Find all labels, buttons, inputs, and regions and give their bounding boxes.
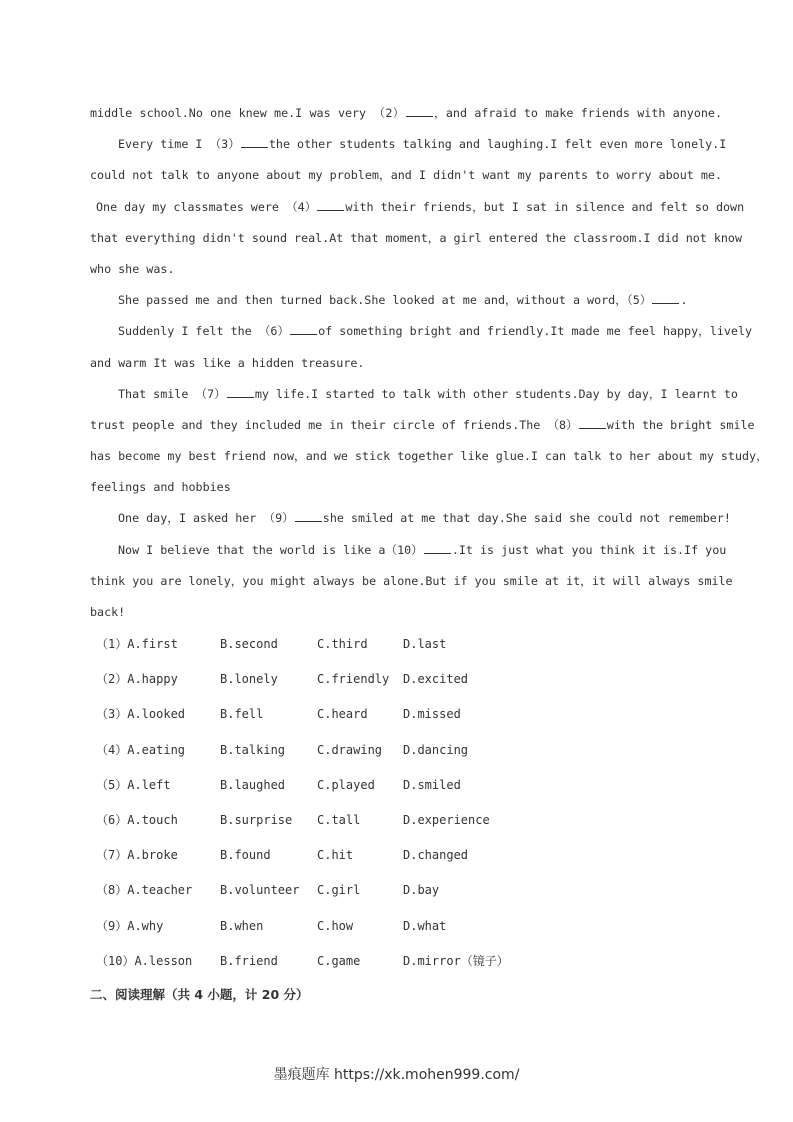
- blank-8: [579, 416, 606, 429]
- blank-2: [406, 104, 433, 117]
- section-heading: 二、阅读理解（共 4 小题，计 20 分）: [90, 987, 309, 1002]
- passage-line: think you are lonely，you might always be alone.But if you smile at it，it will always smile: [90, 573, 733, 588]
- option-row: （6）A.touch B.surprise C.tall D.experience: [96, 812, 490, 827]
- passage-line: One day my classmates were （4） with their friends，but I sat in silence and felt so down: [96, 199, 745, 214]
- option-row: （4）A.eating B.talking C.drawing D.dancing: [96, 742, 469, 757]
- blank-4: [317, 198, 344, 211]
- blank-9: [295, 509, 322, 522]
- option-row: （8）A.teacher B.volunteer C.girl D.bay: [96, 883, 440, 898]
- passage-line: and warm It was like a hidden treasure.: [90, 355, 365, 370]
- footer-watermark: 墨痕题库 https://xk.mohen999.com/: [273, 1067, 520, 1083]
- passage-line: That smile （7） my life.I started to talk with other students.Day by day，I learnt to: [118, 386, 738, 401]
- passage-line: has become my best friend now，and we stick together like glue.I can talk to her about my study，: [90, 449, 768, 464]
- passage-line: trust people and they included me in their circle of friends.The （8） with the bright smile: [90, 417, 755, 432]
- passage-line: who she was.: [90, 261, 175, 276]
- passage-line: Every time I （3） the other students talking and laughing.I felt even more lonely.I: [118, 137, 727, 152]
- passage-line: that everything didn't sound real.At that moment，a girl entered the classroom.I did not know: [90, 230, 743, 245]
- option-row: （5）A.left B.laughed C.played D.smiled: [96, 777, 461, 792]
- blank-5: [652, 291, 679, 304]
- option-row: （9）A.why B.when C.how D.what: [96, 918, 447, 933]
- passage-line: feelings and hobbies: [90, 480, 231, 495]
- cloze-passage: [90, 98, 768, 628]
- passage-line: middle school.No one knew me.I was very （2） ，and afraid to make friends with anyone.: [90, 106, 722, 120]
- passage-line: She passed me and then turned back.She looked at me and，without a word，（5） .: [118, 293, 688, 308]
- passage-line: could not talk to anyone about my problem，and I didn't want my parents to worry about me.: [90, 168, 722, 183]
- option-row: （7）A.broke B.found C.hit D.changed: [96, 848, 469, 863]
- option-row: （1）A.first B.second C.third D.last: [96, 637, 447, 651]
- passage-line: Now I believe that the world is like a（10） .It is just what you think it is.If you: [118, 542, 727, 557]
- passage-line: back!: [90, 605, 126, 619]
- passage-line: One day，I asked her （9） she smiled at me that day.She said she could not remember!: [118, 511, 731, 526]
- blank-6: [290, 322, 317, 335]
- option-row: （3）A.looked B.fell C.heard D.missed: [96, 707, 461, 722]
- blank-7: [227, 385, 254, 398]
- option-row: （10）A.lesson B.friend C.game D.mirror（镜子）: [96, 953, 509, 968]
- blank-3: [241, 135, 268, 148]
- option-row: （2）A.happy B.lonely C.friendly D.excited: [96, 672, 469, 687]
- passage-line: Suddenly I felt the （6） of something bright and friendly.It made me feel happy，lively: [118, 324, 753, 339]
- answer-options: [96, 628, 533, 980]
- blank-10: [424, 541, 451, 554]
